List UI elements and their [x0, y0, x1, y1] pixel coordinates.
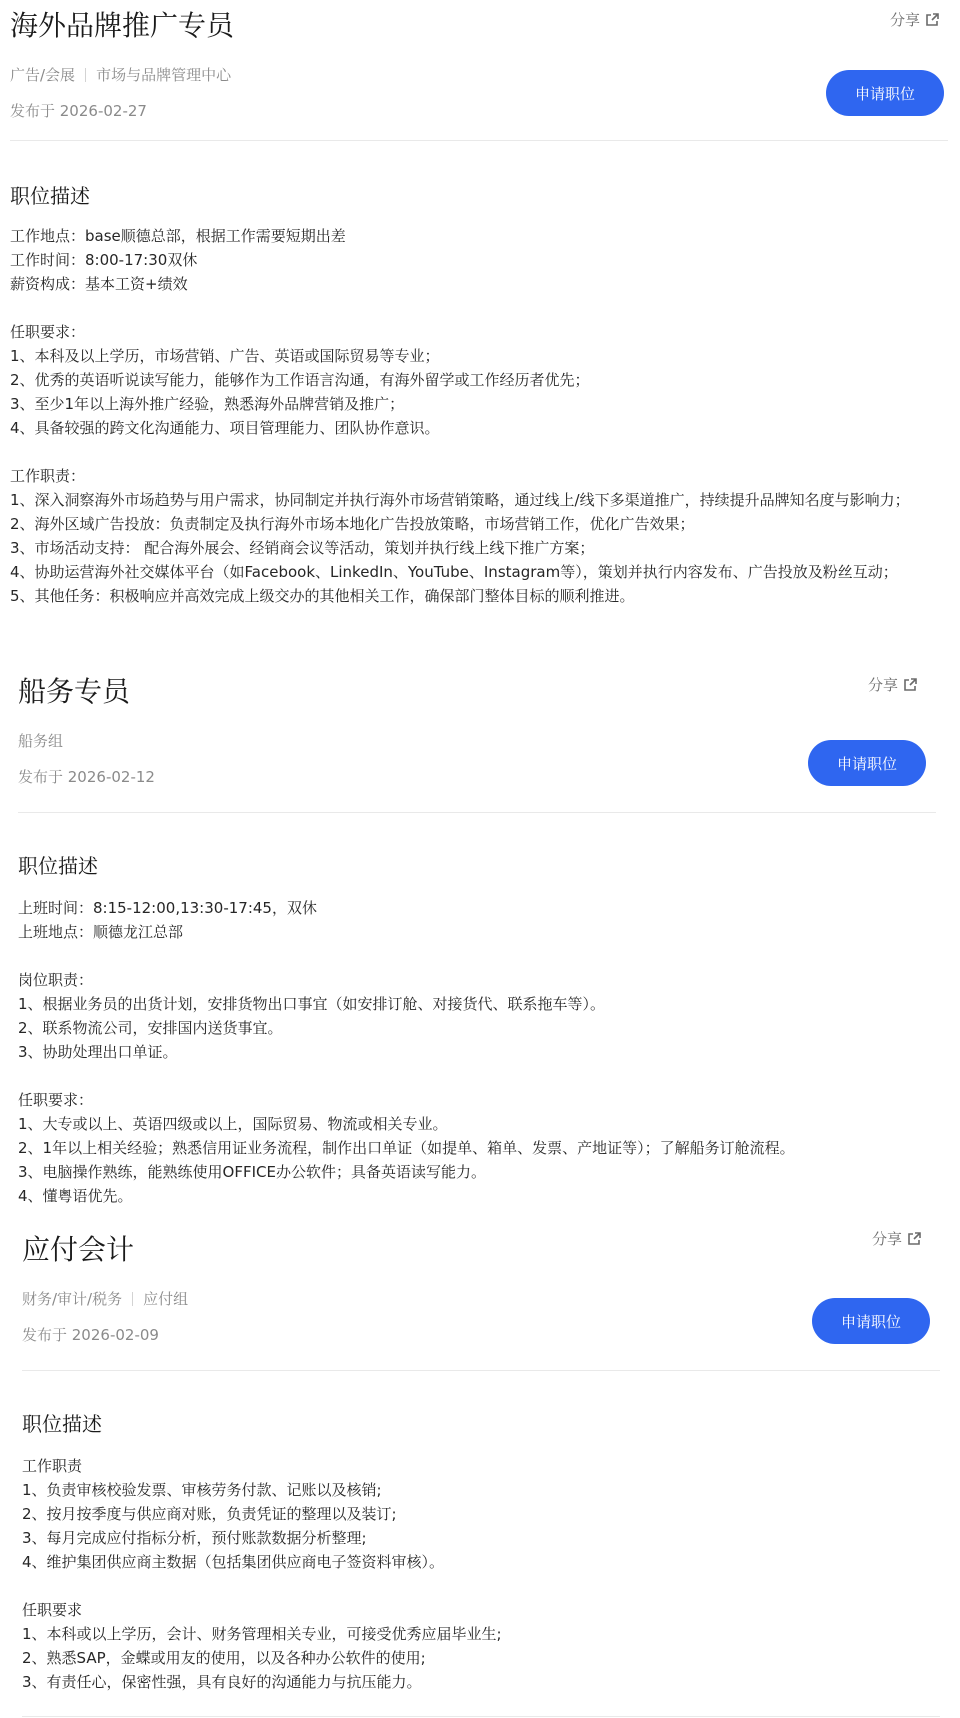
share-icon: [902, 677, 918, 693]
share-icon: [906, 1231, 922, 1247]
share-button[interactable]: [872, 1228, 922, 1249]
share-button[interactable]: [890, 9, 940, 30]
apply-button[interactable]: 申请职位: [812, 1298, 930, 1344]
description-line: 4、维护集团供应商主数据（包括集团供应商电子签资料审核）。: [22, 1553, 445, 1571]
description-line: [22, 1574, 922, 1598]
description-heading: 职位描述: [18, 854, 98, 878]
description-line: 薪资构成：基本工资+绩效: [10, 275, 188, 293]
description-line: 3、市场活动支持： 配合海外展会、经销商会议等活动，策划并执行线上线下推广方案；: [10, 539, 595, 557]
description-line: [10, 296, 945, 320]
share-label: 分享: [868, 676, 899, 694]
description-line: 1、大专或以上、英语四级或以上，国际贸易、物流或相关专业。: [18, 1115, 448, 1133]
description-line: [10, 440, 945, 464]
description-line: 2、优秀的英语听说读写能力，能够作为工作语言沟通，有海外留学或工作经历者优先；: [10, 371, 590, 389]
divider: [18, 812, 936, 813]
share-label: 分享: [890, 11, 921, 29]
description-line: 2、1年以上相关经验；熟悉信用证业务流程，制作出口单证（如提单、箱单、发票、产地证等）；了解船务订舱流程。: [18, 1139, 795, 1157]
divider: [22, 1370, 940, 1371]
description-line: [18, 1064, 918, 1088]
tag-separator: [85, 68, 86, 82]
description-line: 上班时间：8:15-12:00,13:30-17:45，双休: [18, 899, 317, 917]
description-line: 任职要求：: [18, 1091, 94, 1109]
description-line: 3、至少1年以上海外推广经验，熟悉海外品牌营销及推广；: [10, 395, 405, 413]
share-button[interactable]: [868, 674, 918, 695]
description-line: 1、深入洞察海外市场趋势与用户需求，协同制定并执行海外市场营销策略，通过线上/线下多渠道推广，持续提升品牌知名度与影响力；: [10, 491, 910, 509]
description-line: 3、有责任心，保密性强，具有良好的沟通能力与抗压能力。: [22, 1673, 422, 1691]
job-category: 广告/会展: [10, 66, 76, 84]
description-line: [18, 944, 918, 968]
divider: [10, 140, 948, 141]
description-line: 任职要求: [22, 1601, 83, 1619]
tag-separator: [132, 1292, 133, 1306]
job-tags: [18, 730, 63, 751]
share-icon: [924, 12, 940, 28]
job-department: 应付组: [143, 1290, 189, 1308]
publish-date: 发布于 2026-02-12: [18, 768, 155, 786]
job-title: 海外品牌推广专员: [10, 9, 235, 42]
description-heading: 职位描述: [22, 1412, 102, 1436]
description-line: 工作时间：8:00-17:30双休: [10, 251, 198, 269]
description-heading: 职位描述: [10, 184, 90, 208]
apply-button[interactable]: 申请职位: [808, 740, 926, 786]
job-card: [22, 1228, 942, 1718]
description-line: 1、本科或以上学历，会计、财务管理相关专业，可接受优秀应届毕业生;: [22, 1625, 502, 1643]
description-line: 任职要求：: [10, 323, 86, 341]
description-line: 工作职责: [22, 1457, 83, 1475]
apply-button[interactable]: 申请职位: [826, 70, 944, 116]
description-line: 岗位职责：: [18, 971, 94, 989]
job-department: 船务组: [18, 732, 64, 750]
description-line: 4、具备较强的跨文化沟通能力、项目管理能力、团队协作意识。: [10, 419, 440, 437]
description-line: 4、协助运营海外社交媒体平台（如Facebook、LinkedIn、YouTube、Instagram等），策划并执行内容发布、广告投放及粉丝互动；: [10, 563, 898, 581]
description-line: 5、其他任务：积极响应并高效完成上级交办的其他相关工作，确保部门整体目标的顺利推进。: [10, 587, 635, 605]
description-line: 4、懂粤语优先。: [18, 1187, 133, 1205]
description-line: 1、根据业务员的出货计划，安排货物出口事宜（如安排订舱、对接货代、联系拖车等）。: [18, 995, 606, 1013]
job-category: 财务/审计/税务: [22, 1290, 123, 1308]
description-line: 上班地点：顺德龙江总部: [18, 923, 184, 941]
description-line: 1、负责审核校验发票、审核劳务付款、记账以及核销;: [22, 1481, 382, 1499]
description-line: 1、本科及以上学历，市场营销、广告、英语或国际贸易等专业；: [10, 347, 440, 365]
description-line: 2、按月按季度与供应商对账，负责凭证的整理以及装订;: [22, 1505, 397, 1523]
job-tags: [10, 64, 231, 85]
description-line: 2、熟悉SAP，金蝶或用友的使用，以及各种办公软件的使用;: [22, 1649, 426, 1667]
description-line: 工作职责：: [10, 467, 86, 485]
description-line: 3、协助处理出口单证。: [18, 1043, 178, 1061]
description-line: 2、联系物流公司，安排国内送货事宜。: [18, 1019, 283, 1037]
job-description: [22, 1454, 922, 1694]
job-department: 市场与品牌管理中心: [96, 66, 232, 84]
job-description: [18, 896, 918, 1208]
description-line: 2、海外区域广告投放：负责制定及执行海外市场本地化广告投放策略，市场营销工作，优化广告效果；: [10, 515, 695, 533]
description-line: 工作地点：base顺德总部，根据工作需要短期出差: [10, 227, 346, 245]
job-description: [10, 224, 945, 608]
description-line: 3、电脑操作熟练，能熟练使用OFFICE办公软件；具备英语读写能力。: [18, 1163, 486, 1181]
share-label: 分享: [872, 1230, 903, 1248]
job-title: 应付会计: [22, 1233, 135, 1266]
job-card: [18, 670, 938, 1205]
divider: [22, 1716, 940, 1717]
publish-date: 发布于 2026-02-09: [22, 1326, 159, 1344]
job-tags: [22, 1288, 188, 1309]
description-line: 3、每月完成应付指标分析，预付账款数据分析整理;: [22, 1529, 367, 1547]
job-title: 船务专员: [18, 675, 131, 708]
job-card: [10, 4, 958, 644]
publish-date: 发布于 2026-02-27: [10, 102, 147, 120]
